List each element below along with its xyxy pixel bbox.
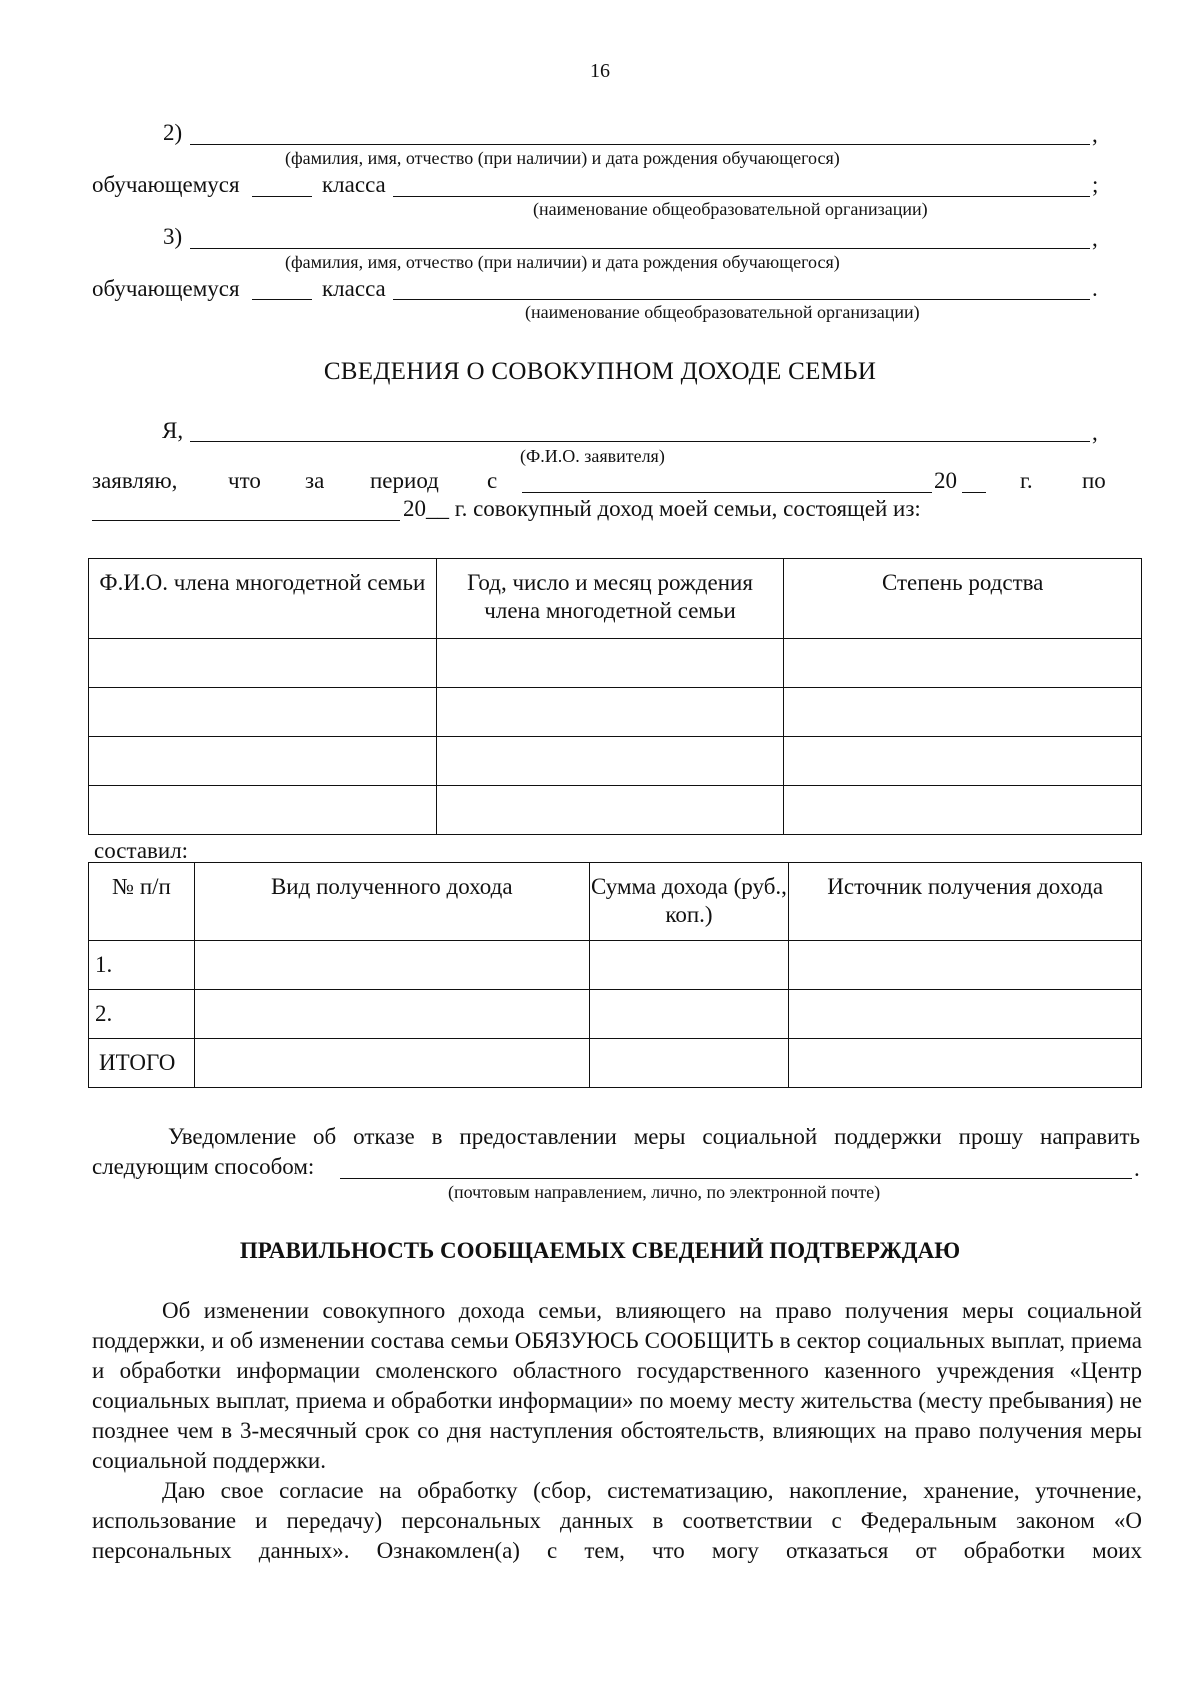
field-caption: (фамилия, имя, отчество (при наличии) и дата рождения обучающегося) [285, 148, 840, 168]
year-prefix: 20 [934, 468, 957, 493]
table-cell[interactable] [589, 1039, 789, 1088]
confirmation-title: ПРАВИЛЬНОСТЬ СООБЩАЕМЫХ СВЕДЕНИЙ ПОДТВЕРЖДАЮ [239, 1238, 961, 1263]
field-caption: (наименование общеобразовательной организации) [533, 199, 928, 219]
punctuation: , [1092, 122, 1098, 147]
declare-word: что [228, 468, 261, 493]
table-row [89, 737, 1142, 786]
period-start-field[interactable] [522, 492, 932, 493]
notification-text: Уведомление об отказе в предоставлении меры социальной поддержки прошу направить [168, 1124, 1140, 1149]
notification-method-label: следующим способом: [92, 1154, 315, 1179]
punctuation: , [1092, 226, 1098, 251]
punctuation: ; [1092, 172, 1099, 197]
section-title: СВЕДЕНИЯ О СОВОКУПНОМ ДОХОДЕ СЕМЬИ [323, 358, 877, 385]
table-cell[interactable] [436, 786, 784, 835]
table-row [89, 1039, 1142, 1088]
year-suffix: г. [1020, 468, 1033, 493]
table-row [89, 786, 1142, 835]
field-caption: (фамилия, имя, отчество (при наличии) и дата рождения обучающегося) [285, 252, 840, 272]
punctuation: . [1092, 276, 1098, 301]
child-index: 3) [163, 224, 183, 249]
student-label: обучающемуся [92, 172, 240, 197]
table-cell[interactable] [89, 639, 437, 688]
consent-paragraph: Даю свое согласие на обработку (сбор, систематизацию, накопление, хранение, уточнение, использование и передачу) персональных данных в соответствии с Федеральным законом «О персональных данных». Ознакомлен(а) с тем, что могу отказаться от обработки моих [92, 1478, 1142, 1563]
declare-word: период [370, 468, 439, 493]
student-label: обучающемуся [92, 276, 240, 301]
applicant-name-field[interactable] [190, 441, 1090, 442]
table-cell[interactable] [436, 737, 784, 786]
table-cell[interactable] [89, 688, 437, 737]
table-row [89, 688, 1142, 737]
field-caption: (почтовым направлением, лично, по электронной почте) [448, 1182, 881, 1202]
composed-label: составил: [94, 838, 189, 863]
table-cell[interactable] [589, 990, 789, 1039]
punctuation: . [1134, 1156, 1140, 1181]
table-cell[interactable] [784, 737, 1142, 786]
field-caption: (наименование общеобразовательной организации) [525, 302, 920, 322]
income-table [88, 862, 1142, 1088]
class-label: класса [322, 276, 386, 301]
family-table-header: Год, число и месяц рождения члена многодетной семьи [436, 559, 784, 639]
table-cell[interactable] [784, 688, 1142, 737]
class-field[interactable] [252, 299, 312, 300]
income-table-header: Источник получения дохода [789, 863, 1142, 941]
organization-field[interactable] [393, 196, 1090, 197]
row-number: 1. [89, 941, 195, 990]
table-cell[interactable] [789, 1039, 1142, 1088]
period-end-field[interactable] [92, 520, 400, 521]
class-field[interactable] [252, 196, 312, 197]
punctuation: , [1092, 420, 1098, 445]
child-name-field[interactable] [190, 248, 1090, 249]
po-label: по [1082, 468, 1106, 493]
table-cell[interactable] [436, 688, 784, 737]
year-field[interactable] [962, 492, 986, 493]
declare-word: с [487, 468, 498, 493]
table-cell[interactable] [789, 941, 1142, 990]
family-table [88, 558, 1142, 835]
child-name-field[interactable] [190, 144, 1090, 145]
table-cell[interactable] [194, 990, 589, 1039]
field-caption: (Ф.И.О. заявителя) [520, 446, 665, 466]
table-row [89, 941, 1142, 990]
class-label: класса [322, 172, 386, 197]
notification-method-field[interactable] [340, 1178, 1132, 1179]
table-cell[interactable] [89, 737, 437, 786]
table-row [89, 990, 1142, 1039]
table-row [89, 639, 1142, 688]
row-number: 2. [89, 990, 195, 1039]
page-number: 16 [590, 60, 610, 82]
table-cell[interactable] [784, 786, 1142, 835]
table-cell[interactable] [784, 639, 1142, 688]
declare-word: заявляю, [92, 468, 178, 493]
table-cell[interactable] [436, 639, 784, 688]
income-intro-text: 20__ г. совокупный доход моей семьи, состоящей из: [403, 496, 921, 521]
ya-label: Я, [162, 418, 184, 443]
table-cell[interactable] [89, 786, 437, 835]
table-cell[interactable] [789, 990, 1142, 1039]
child-index: 2) [163, 120, 183, 145]
income-table-header: № п/п [89, 863, 195, 941]
family-table-header: Ф.И.О. члена многодетной семьи [89, 559, 437, 639]
table-cell[interactable] [194, 941, 589, 990]
total-label: ИТОГО [89, 1039, 195, 1088]
income-table-header: Сумма дохода (руб., коп.) [589, 863, 789, 941]
family-table-header: Степень родства [784, 559, 1142, 639]
obligation-paragraph: Об изменении совокупного дохода семьи, влияющего на право получения меры социальной поддержки, и об изменении состава семьи ОБЯЗУЮСЬ СООБЩИТЬ в сектор социальных выплат, приема и обработки информации смоленского областного государственного казенного учреждения «Центр социальных выплат, приема и обработки информации» по моему месту жительства (месту пребывания) не позднее чем в 3-месячный срок со дня наступления обстоятельств, влияющих на право получения меры социальной поддержки. [92, 1298, 1142, 1473]
declare-word: за [305, 468, 325, 493]
table-cell[interactable] [589, 941, 789, 990]
organization-field[interactable] [393, 299, 1090, 300]
table-cell[interactable] [194, 1039, 589, 1088]
income-table-header: Вид полученного дохода [194, 863, 589, 941]
